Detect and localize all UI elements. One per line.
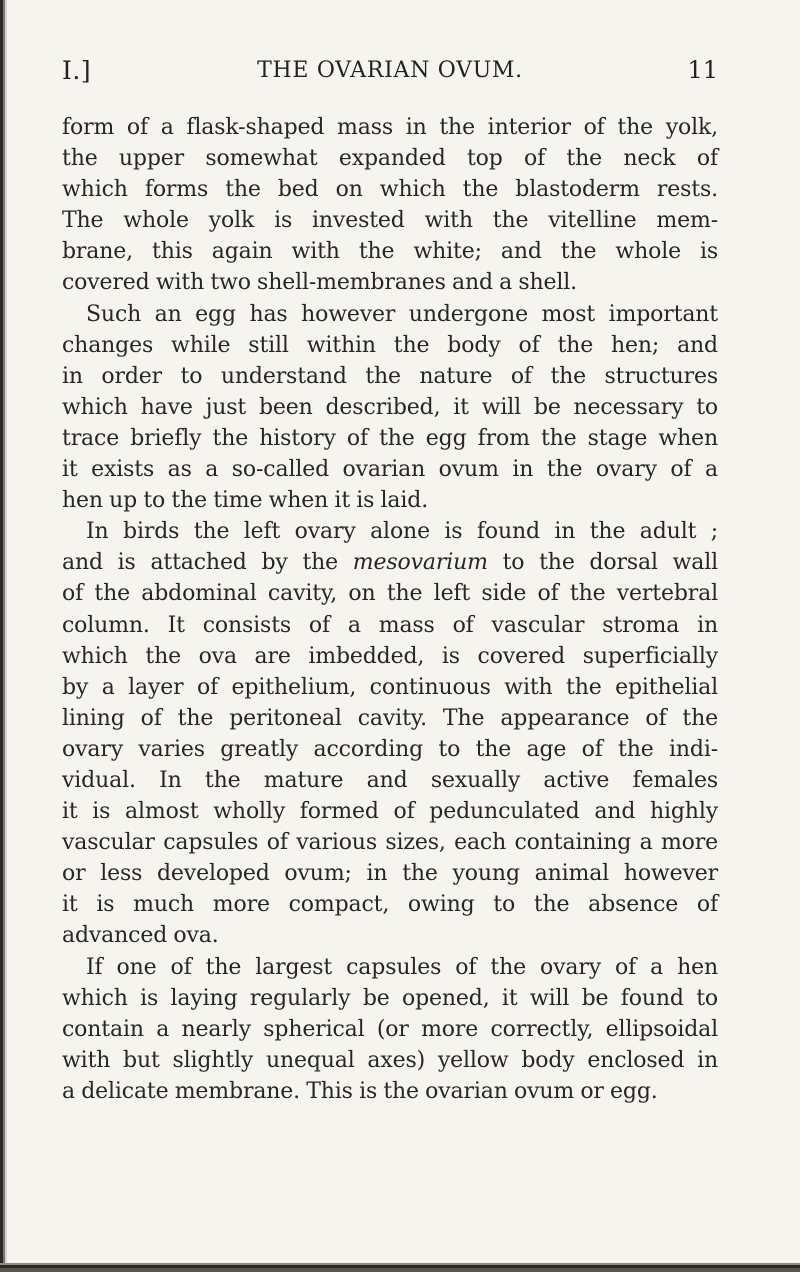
text-line: changes while still within the body of the hen; and — [62, 332, 718, 358]
page-bottom-edge — [0, 1263, 800, 1272]
text-line: trace briefly the history of the egg from the stage when — [62, 425, 718, 451]
page-spine-edge — [0, 0, 7, 1272]
text-line: which have just been described, it will be necessary to — [62, 394, 718, 420]
text-line: or less developed ovum; in the young animal however — [62, 861, 718, 887]
text-line: a delicate membrane. This is the ovarian ovum or egg. — [62, 1078, 658, 1104]
text-line: of the abdominal cavity, on the left side of the vertebral — [62, 581, 718, 607]
running-title: THE OVARIAN OVUM. — [257, 58, 523, 83]
text-line: contain a nearly spherical (or more correctly, ellipsoidal — [62, 1016, 718, 1042]
mesovarium-term: mesovarium — [352, 550, 488, 576]
body-text — [62, 112, 718, 1107]
text-line: In birds the left ovary alone is found in the adult ; — [86, 519, 718, 545]
text-line: brane, this again with the white; and the whole is — [62, 239, 718, 265]
text-line: vascular capsules of various sizes, each containing a more — [62, 830, 718, 856]
text-line: ovary varies greatly according to the age of the indi- — [62, 736, 718, 762]
text-line: If one of the largest capsules of the ovary of a hen — [86, 954, 718, 980]
text-line: in order to understand the nature of the structures — [62, 363, 718, 389]
section-mark: I.] — [62, 56, 92, 85]
text-line: lining of the peritoneal cavity. The appearance of the — [62, 705, 718, 731]
text-line: The whole yolk is invested with the vitelline mem- — [62, 208, 718, 234]
text-segment: to the dorsal wall — [502, 550, 718, 576]
text-line: which the ova are imbedded, is covered superficially — [62, 643, 718, 669]
text-line: advanced ova. — [62, 923, 219, 949]
text-line-with-emphasis — [62, 547, 718, 578]
text-segment: and is attached by the — [62, 550, 339, 576]
text-line: with but slightly unequal axes) yellow body enclosed in — [62, 1047, 718, 1073]
text-line: column. It consists of a mass of vascular stroma in — [62, 612, 718, 638]
text-line: which forms the bed on which the blastoderm rests. — [62, 177, 718, 203]
text-line: vidual. In the mature and sexually active females — [62, 767, 718, 793]
text-line: covered with two shell-membranes and a shell. — [62, 270, 577, 296]
text-line: it is almost wholly formed of pedunculated and highly — [62, 799, 718, 825]
text-line: it exists as a so-called ovarian ovum in the ovary of a — [62, 457, 718, 483]
text-line: which is laying regularly be opened, it will be found to — [62, 985, 718, 1011]
text-line: by a layer of epithelium, continuous with the epithelial — [62, 674, 718, 700]
text-line: it is much more compact, owing to the absence of — [62, 892, 718, 918]
running-header — [62, 56, 718, 90]
text-line: hen up to the time when it is laid. — [62, 488, 429, 514]
text-line: form of a flask-shaped mass in the interior of the yolk, — [62, 115, 718, 140]
text-line: Such an egg has however undergone most important — [86, 301, 718, 327]
page-number: 11 — [687, 56, 718, 84]
text-line: the upper somewhat expanded top of the neck of — [62, 146, 718, 172]
